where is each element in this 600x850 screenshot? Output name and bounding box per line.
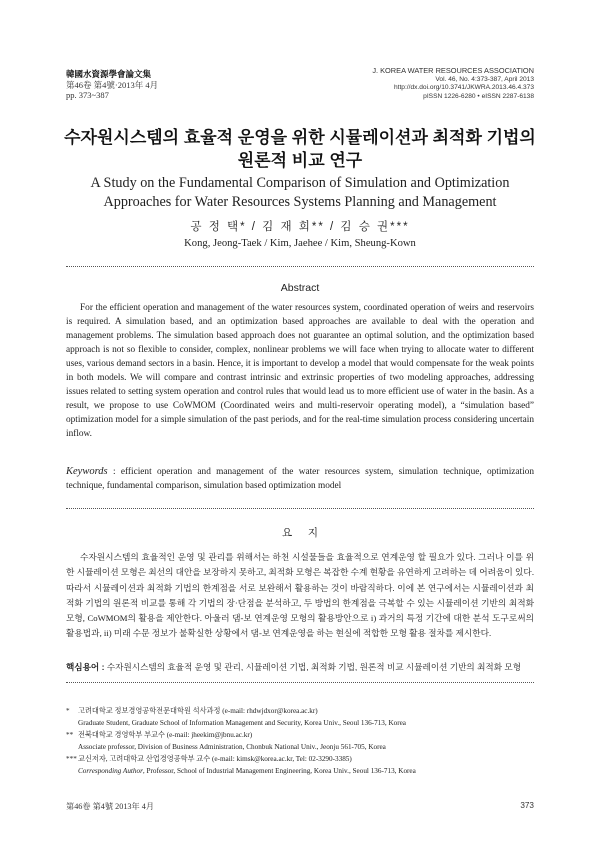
keywords-ko-text: 수자원시스템의 효율적 운영 및 관리, 시뮬레이션 기법, 최적화 기법, 원론적 비교 시뮬레이션 기반의 최적화 모형: [106, 662, 522, 672]
footnote-en: Graduate Student, Graduate School of Information Management and Security, Korea Univ., Seoul 136-713, Korea: [78, 719, 407, 727]
authors-ko: 공 정 택* / 김 재 희** / 김 승 권***: [190, 221, 410, 233]
authors-en: Kong, Jeong-Taek / Kim, Jaehee / Kim, Sheung-Kown: [184, 238, 416, 249]
footnote-ko: 전북대학교 경영학부 부교수 (e-mail: jheekim@jbnu.ac.kr): [78, 731, 253, 739]
journal-name-ko: 韓國水資源學會論文集: [66, 69, 152, 79]
yoji-heading: 요 지: [281, 528, 319, 539]
abstract-text: For the efficient operation and management of the water resources system, coordinated operation of weirs and reservoirs is required. A simulation based, and an optimization based approaches are available to deal with the operation and management problems. The simulation based approach does not guarantee an optimal solution, and the optimization based approach is not so flexible to consider, complex, nonlinear problems we will face when trying to allocate water to different uses, various demand sectors in a basin. Hence, it is important to develop a model that would compensate for the weak points in both models. We will compare and contrast intrinsic and extrinsic properties of two modeling approaches, addressing issues related to setting system operation and control rules that would lead us to more efficient use of water in the basin. As a result, we propose to use CoWMOM (Coordinated weirs and multi-reservoir operating model), a “simulation based” optimization model for a simple simulation of the past periods, and for the real-time simulation process considering uncertain inflow.: [66, 303, 534, 439]
footnote-mark: *: [66, 707, 70, 715]
keywords-ko: [66, 660, 566, 674]
divider-top: [66, 266, 534, 267]
footnote-ko: 교신저자, 고려대학교 산업경영공학부 교수 (e-mail: kimsk@korea.ac.kr, Tel: 02-3290-3385): [78, 755, 352, 763]
footer-volume: 第46卷 第4號 2013年 4月: [66, 802, 155, 811]
footnote-3: [66, 753, 534, 777]
author-footnotes: [66, 705, 534, 777]
title-ko-line-2: 원론적 비교 연구: [237, 151, 363, 170]
journal-volume-ko: 第46卷 第4號·2013年 4月: [66, 79, 159, 90]
journal-header-left: [66, 69, 158, 101]
keywords-text: : efficient operation and management of the water resources system, simulation technique, optimization technique, fundamental comparison, simulation based optimization model: [66, 467, 534, 491]
footnote-mark: ***: [66, 755, 77, 763]
abstract-heading: Abstract: [280, 282, 320, 294]
journal-volume-en: Vol. 46, No. 4:373-387, April 2013: [435, 75, 534, 83]
journal-doi: http://dx.doi.org/10.3741/JKWRA.2013.46.4.373: [393, 84, 534, 92]
footnote-ko: 고려대학교 정보경영공학전문대학원 석사과정 (e-mail: rhdwjdxor@korea.ac.kr): [78, 707, 318, 715]
keywords-label: Keywords: [66, 466, 108, 477]
footnote-2: [66, 729, 534, 753]
title-en-line-2: Approaches for Water Resources Systems Planning and Management: [103, 194, 497, 210]
page-number: 373: [520, 801, 534, 810]
yoji-text: 수자원시스템의 효율적인 운영 및 관리를 위해서는 하천 시설물들을 효율적으로 연계운영 할 필요가 있다. 그러나 이를 위한 시뮬레이션 모형은 최선의 대안을 보장하지 못하고, 최적화 모형은 복잡한 수계 현황을 유연하게 고려하는 데 어려움이 있다. 따라서 시뮬레이션과 최적화 기법의 한계점을 서로 보완해서 활용하는 것이 바람직하다. 이에 본 연구에서는 시뮬레이션과 최적화 기법의 원론적 비교를 통해 각 기법의 장·단점을 분석하고, 두 방법의 한계점을 극복할 수 있는 시뮬레이션 기반의 최적화 모형, CoWMOM의 활용을 제안한다. 아울러 댐-보 연계운영 모형의 활용방안으로 i) 과거의 특정 기간에 대한 분석 도구로써의 활용법과, ii) 미래 수문 정보가 불확실한 상황에서 댐-보 연계운영을 하는 현실에 적합한 모형 활용 절차를 제시한다.: [66, 552, 534, 639]
footnote-en: [66, 765, 534, 777]
footnote-mark: **: [66, 731, 74, 739]
keywords-ko-label: 핵심용어 :: [66, 662, 105, 672]
journal-issn: pISSN 1226-6280 • eISSN 2287-6138: [423, 92, 534, 100]
journal-pages: pp. 373~387: [66, 90, 109, 100]
footnote-en: Associate professor, Division of Business Administration, Chonbuk National Univ., Jeonju 561-705, Korea: [78, 743, 386, 751]
journal-name-en: J. KOREA WATER RESOURCES ASSOCIATION: [372, 66, 534, 75]
title-en-line-1: A Study on the Fundamental Comparison of Simulation and Optimization: [90, 175, 510, 191]
journal-header-right: [372, 67, 534, 101]
title-ko-line-1: 수자원시스템의 효율적 운영을 위한 시뮬레이션과 최적화 기법의: [64, 128, 536, 147]
corresponding-author-label: Corresponding Author: [78, 767, 143, 775]
footnote-1: [66, 705, 534, 729]
divider-middle: [66, 508, 534, 509]
footnote-en-text: , Professor, School of Industrial Management Engineering, Korea Univ., Seoul 136-713, Korea: [142, 767, 416, 775]
keywords-en: [66, 465, 534, 493]
divider-bottom: [66, 682, 534, 683]
